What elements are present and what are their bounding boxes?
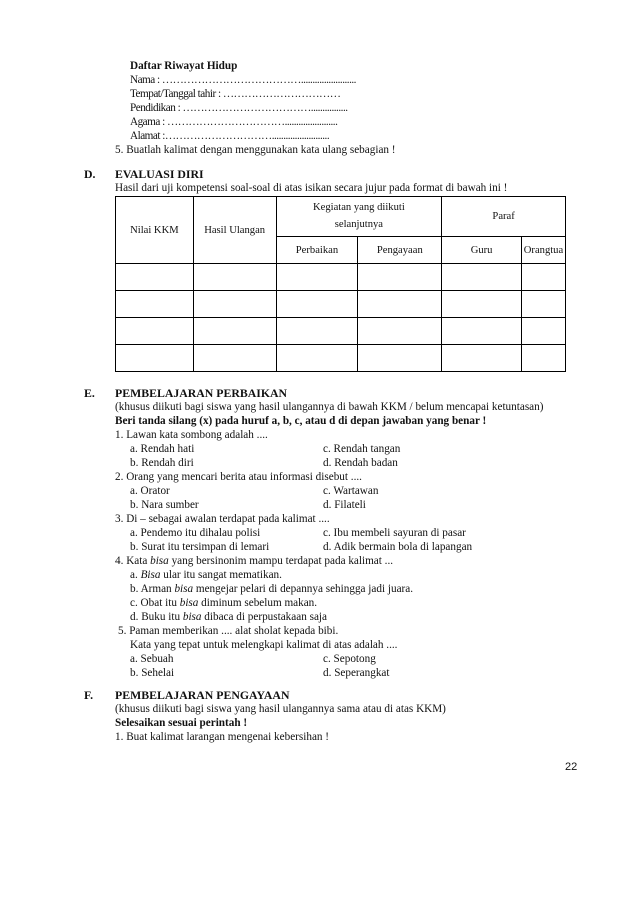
section-e-instruction: Beri tanda silang (x) pada huruf a, b, c, atau d di depan jawaban yang benar ! — [115, 415, 487, 427]
table-cell[interactable] — [358, 291, 442, 318]
table-cell[interactable] — [358, 318, 442, 345]
section-f-item-1: 1. Buat kalimat larangan mengenai kebersihan ! — [115, 731, 330, 743]
table-cell[interactable] — [116, 291, 194, 318]
q3-option-d[interactable]: d. Adik bermain bola di lapangan — [323, 541, 473, 553]
section-f-instruction: Selesaikan sesuai perintah ! — [115, 717, 248, 729]
table-row — [116, 318, 566, 345]
q4-b-pre: b. Arman — [130, 583, 175, 595]
question-3: 3. Di – sebagai awalan terdapat pada kalimat .... — [115, 513, 330, 525]
header-kegiatan-line2: selanjutnya — [334, 218, 384, 230]
table-cell[interactable] — [116, 318, 194, 345]
header-hasil-ulangan: Hasil Ulangan — [193, 197, 276, 264]
question-2: 2. Orang yang mencari berita atau informasi disebut .... — [115, 471, 362, 483]
table-cell[interactable] — [358, 264, 442, 291]
q4-option-a[interactable] — [130, 570, 282, 581]
table-cell[interactable] — [193, 291, 276, 318]
section-e-title: PEMBELAJARAN PERBAIKAN — [115, 386, 288, 400]
q5-option-a[interactable]: a. Sebuah — [130, 653, 174, 665]
q4-d-post: dibaca di perpustakaan saja — [201, 611, 327, 623]
q1-option-a[interactable]: a. Rendah hati — [130, 443, 195, 455]
q4-d-word: bisa — [182, 611, 202, 623]
biodata-pendidikan: Pendidikan : ………………………………................ — [130, 102, 348, 114]
biodata-ttl: Tempat/Tanggal tahir : …………………………… — [130, 88, 341, 100]
header-pengayaan: Pengayaan — [358, 237, 442, 264]
header-orangtua: Orangtua — [521, 237, 565, 264]
q4-a-word: Bisa — [140, 569, 161, 581]
question-5-sub: Kata yang tepat untuk melengkapi kalimat di atas adalah .... — [130, 639, 398, 651]
question-1: 1. Lawan kata sombong adalah .... — [115, 429, 268, 441]
header-nilai-kkm: Nilai KKM — [116, 197, 194, 264]
q2-option-c[interactable]: c. Wartawan — [323, 485, 379, 497]
table-cell[interactable] — [358, 345, 442, 372]
q2-option-a[interactable]: a. Orator — [130, 485, 170, 497]
q4-option-c[interactable] — [130, 598, 317, 609]
q4-c-post: diminum sebelum makan. — [198, 597, 318, 609]
biodata-alamat: Alamat :…………………………......................... — [130, 130, 330, 142]
table-row — [116, 291, 566, 318]
table-cell[interactable] — [521, 291, 565, 318]
q4-word: bisa — [150, 555, 169, 567]
table-cell[interactable] — [193, 318, 276, 345]
biodata-agama: Agama : ……………………………....................... — [130, 116, 338, 128]
q3-option-b[interactable]: b. Surat itu tersimpan di lemari — [130, 541, 270, 553]
section-d-title: EVALUASI DIRI — [115, 167, 204, 181]
section-f-note: (khusus diikuti bagi siswa yang hasil ulangannya sama atau di atas KKM) — [115, 703, 446, 715]
table-cell[interactable] — [521, 318, 565, 345]
table-cell[interactable] — [276, 345, 358, 372]
table-cell[interactable] — [116, 264, 194, 291]
item-5: 5. Buatlah kalimat dengan menggunakan kata ulang sebagian ! — [115, 144, 396, 156]
table-cell[interactable] — [276, 264, 358, 291]
q4-a-post: ular itu sangat mematikan. — [160, 569, 282, 581]
q5-option-c[interactable]: c. Sepotong — [323, 653, 376, 665]
q3-option-c[interactable]: c. Ibu membeli sayuran di pasar — [323, 527, 466, 539]
biodata-title: Daftar Riwayat Hidup — [130, 60, 238, 72]
section-e-note: (khusus diikuti bagi siswa yang hasil ulangannya di bawah KKM / belum mencapai ketuntasan) — [115, 401, 544, 413]
q1-option-b[interactable]: b. Rendah diri — [130, 457, 194, 469]
table-row — [116, 264, 566, 291]
q5-option-d[interactable]: d. Seperangkat — [323, 667, 390, 679]
q5-option-b[interactable]: b. Sehelai — [130, 667, 175, 679]
table-cell[interactable] — [521, 264, 565, 291]
table-cell[interactable] — [276, 291, 358, 318]
section-d-intro: Hasil dari uji kompetensi soal-soal di atas isikan secara jujur pada format di bawah ini ! — [115, 182, 508, 194]
table-cell[interactable] — [116, 345, 194, 372]
header-guru: Guru — [442, 237, 522, 264]
q4-c-word: bisa — [179, 597, 199, 609]
section-e-letter: E. — [84, 386, 95, 400]
header-perbaikan: Perbaikan — [276, 237, 358, 264]
header-paraf: Paraf — [442, 197, 566, 237]
q4-option-d[interactable] — [130, 612, 327, 623]
table-cell[interactable] — [193, 345, 276, 372]
q3-option-a[interactable]: a. Pendemo itu dihalau polisi — [130, 527, 261, 539]
q1-option-d[interactable]: d. Rendah badan — [323, 457, 398, 469]
table-row — [116, 345, 566, 372]
table-cell[interactable] — [442, 318, 522, 345]
biodata-nama: Nama : …………………………………........................ — [130, 74, 356, 86]
section-f-title: PEMBELAJARAN PENGAYAAN — [115, 688, 290, 702]
section-d-letter: D. — [84, 167, 96, 181]
q4-pre: 4. Kata — [115, 555, 151, 567]
q4-post: yang bersinonim mampu terdapat pada kalimat ... — [168, 555, 394, 567]
section-f-letter: F. — [84, 688, 94, 702]
q2-option-d[interactable]: d. Filateli — [323, 499, 366, 511]
page-number: 22 — [565, 761, 578, 773]
header-kegiatan-line1: Kegiatan yang diikuti — [312, 202, 405, 214]
table-cell[interactable] — [521, 345, 565, 372]
q1-option-c[interactable]: c. Rendah tangan — [323, 443, 401, 455]
q4-b-word: bisa — [174, 583, 194, 595]
q4-a-pre: a. — [130, 569, 141, 581]
q4-d-pre: d. Buku itu — [130, 611, 183, 623]
table-cell[interactable] — [442, 291, 522, 318]
table-cell[interactable] — [276, 318, 358, 345]
table-cell[interactable] — [193, 264, 276, 291]
table-cell[interactable] — [442, 345, 522, 372]
q4-option-b[interactable] — [130, 584, 413, 595]
q2-option-b[interactable]: b. Nara sumber — [130, 499, 199, 511]
table-cell[interactable] — [442, 264, 522, 291]
question-4 — [115, 556, 393, 567]
q4-c-pre: c. Obat itu — [130, 597, 180, 609]
header-kegiatan — [276, 197, 442, 237]
q4-b-post: mengejar pelari di depannya sehingga jadi juara. — [193, 583, 414, 595]
evaluation-table — [115, 196, 566, 372]
question-5: 5. Paman memberikan .... alat sholat kepada bibi. — [118, 625, 339, 637]
